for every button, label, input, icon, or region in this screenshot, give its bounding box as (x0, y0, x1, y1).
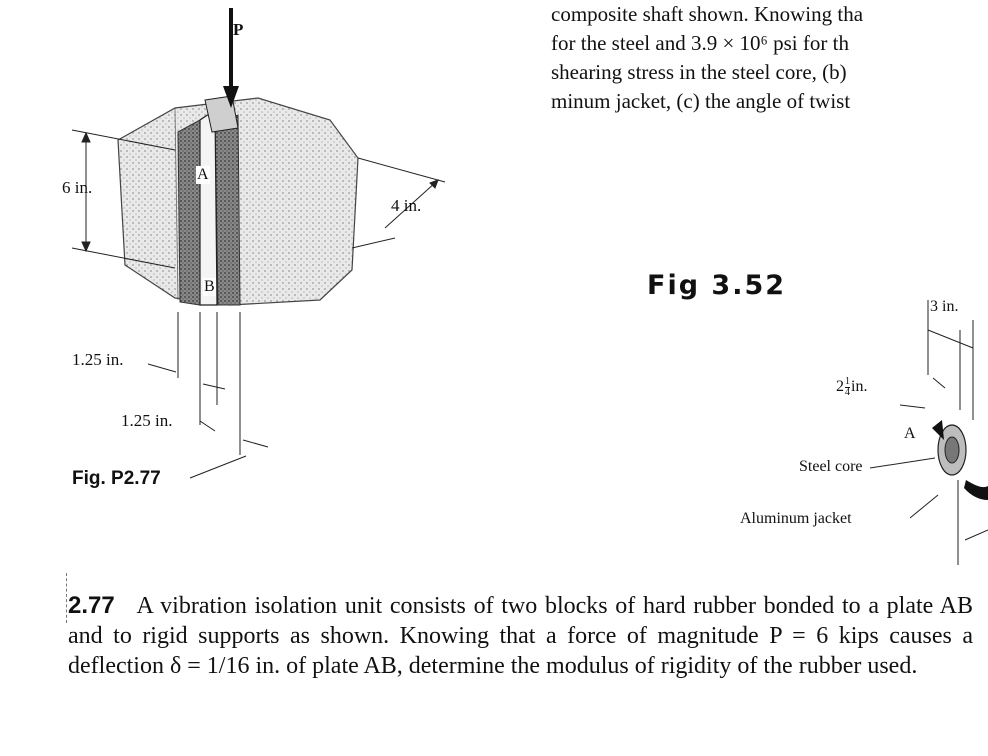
problem-number: 2.77 (68, 592, 115, 619)
point-a-label: A (197, 166, 209, 183)
frac-denominator: 4 (845, 387, 850, 398)
handwritten-caption: Fig 3.52 (647, 270, 787, 301)
dim-unit: in. (851, 378, 868, 396)
depth-label: 4 in. (391, 196, 422, 215)
dim-3in-label: 3 in. (930, 298, 959, 315)
steel-core-label: Steel core (799, 458, 863, 475)
force-label: P (233, 20, 244, 39)
text-line: minum jacket, (c) the angle of twist (551, 89, 851, 113)
height-label: 6 in. (62, 178, 93, 197)
point-b-label: B (204, 278, 215, 295)
text-line: shearing stress in the steel core, (b) (551, 60, 847, 84)
figure-caption: Fig. P2.77 (72, 468, 161, 489)
problem-text: A vibration isolation unit consists of two blocks of hard rubber bonded to a plate AB and to rigid supports as shown. Knowing that a force of magnitude P = 6 kips causes a deflection δ = 1/16 in. of plate AB, determine the modulus of rigidity of the rubber used. (68, 593, 973, 679)
shaft-point-a: A (904, 425, 916, 442)
thickness-label-2: 1.25 in. (121, 411, 173, 430)
problem-statement (68, 591, 973, 681)
dim-radius-label (836, 377, 867, 398)
composite-shaft-figure (720, 290, 988, 580)
shaft-end (932, 420, 988, 500)
dim-whole: 2 (836, 378, 844, 396)
text-line: for the steel and 3.9 × 10⁶ psi for th (551, 31, 849, 55)
thickness-dimensions (148, 312, 268, 478)
frac-numerator: 1 (845, 376, 850, 387)
thickness-label-1: 1.25 in. (72, 350, 124, 369)
text-line: composite shaft shown. Knowing tha (551, 2, 864, 26)
isolation-unit-figure (0, 0, 470, 560)
previous-problem-text (551, 0, 988, 116)
aluminum-jacket-label: Aluminum jacket (740, 510, 852, 527)
